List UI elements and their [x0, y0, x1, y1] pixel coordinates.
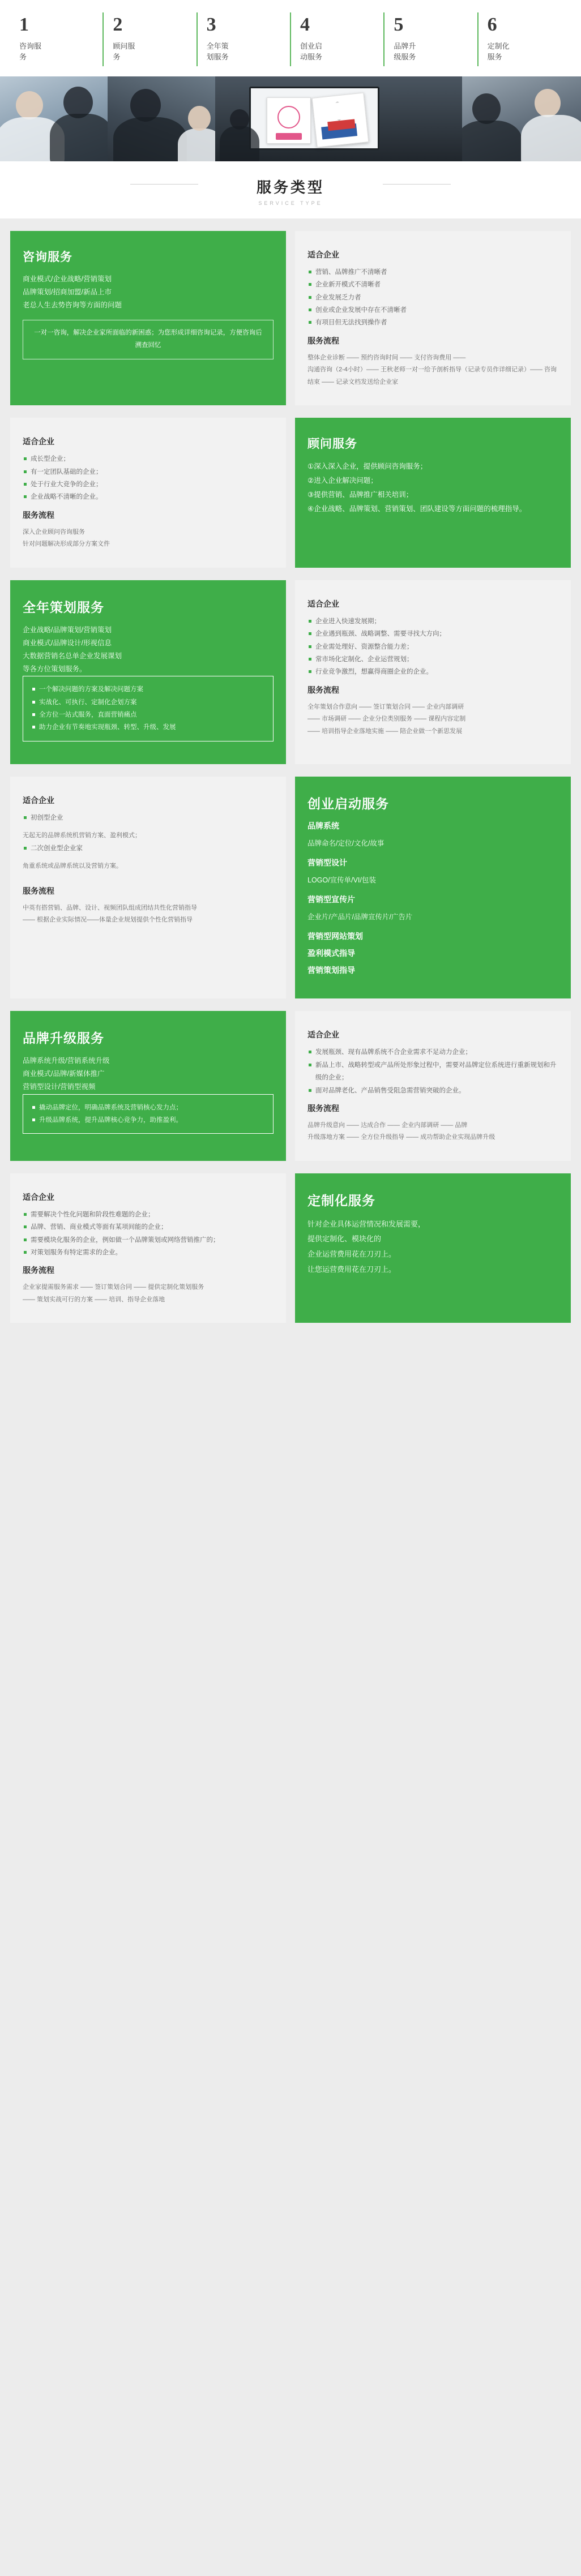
group-heading: 品牌系统 [307, 821, 339, 830]
subhead-flow: 服务流程 [307, 336, 339, 345]
subhead-target: 适合企业 [23, 437, 54, 447]
photo-segment-left2 [108, 76, 215, 161]
list-item: 营销、品牌推广不清晰者 [307, 266, 558, 278]
step-number: 2 [113, 14, 123, 35]
divider-right [383, 184, 451, 185]
flow-text: 深入企业顾问咨询服务 针对问题解决形成部分方案文件 [23, 528, 110, 548]
list-item: 面对品牌老化、产品销售受阻急需营销突破的企业。 [307, 1085, 558, 1097]
list-item: 实战化、可执行、定制化企划方案 [31, 696, 265, 709]
page-title: 服务类型 [256, 179, 324, 196]
step-2[interactable] [102, 12, 196, 66]
subhead-flow: 服务流程 [307, 1103, 339, 1113]
subhead-flow: 服务流程 [23, 886, 54, 895]
step-6[interactable] [477, 12, 571, 66]
screen-card-left [267, 97, 311, 144]
list-item: 品牌、营销、商业模式等面有某项间能的企业； [23, 1221, 274, 1233]
target-list [307, 1046, 558, 1097]
steps-bar [0, 0, 581, 76]
photo-segment-screen [215, 76, 462, 161]
block-title: 全年策划服务 [23, 599, 104, 615]
list-item: 助力企业有节奏地实现瓶颈、转型、升级、发展 [31, 721, 265, 734]
list-item: 对策划服务有特定需求的企业。 [23, 1246, 274, 1259]
startup-side [10, 777, 286, 998]
custom-main [295, 1173, 571, 1323]
step-number: 3 [206, 14, 216, 35]
step-number: 4 [300, 14, 310, 35]
list-item: 需要模块化服务的企业，例如做一个品牌策划或网络营销推广的； [23, 1234, 274, 1246]
subhead-target: 适合企业 [307, 599, 339, 608]
list-item: 行业竞争激烈，想赢得商圈企业的企业。 [307, 666, 558, 678]
group-heading: 营销策划指导 [307, 966, 355, 975]
step-3[interactable] [196, 12, 290, 66]
step-label: 全年策划服务 [206, 41, 229, 62]
block-startup [0, 777, 581, 998]
list-item: 企业遇到瓶颈、战略调整、需要寻找大方向； [307, 628, 558, 640]
upgrade-side [295, 1011, 571, 1161]
group-text: 品牌命名/定位/文化/故事 [307, 839, 385, 847]
group-heading: 营销型设计 [307, 858, 347, 867]
target-list [23, 1208, 274, 1259]
subhead-target: 适合企业 [23, 795, 54, 805]
hero-photo [0, 76, 581, 161]
list-item: 升级品牌系统，提升品牌核心竞争力，助推盈利。 [31, 1114, 265, 1126]
numbered-list: ①深入深入企业，提供顾问咨询服务； ②进入企业解决问题； ③提供营销、品牌推广相关培训； ④企业战略、品牌策划、营销策划、团队建设等方面问题的梳理指导。 [307, 462, 527, 513]
list-item: 发展瓶颈、现有品牌系统不合企业需求不足动力企业； [307, 1046, 558, 1058]
photo-segment-left [0, 76, 108, 161]
list-item: 全方位一站式服务，直面营销痛点 [31, 709, 265, 721]
step-label: 顾问服务 [113, 41, 135, 62]
list-item: 二次创业型企业家 [23, 842, 274, 855]
target-list [23, 812, 274, 824]
block-lines: 商业模式/企业战略/营销策划 品牌策划/招商加盟/新品上市 老总人生去势咨询等方面的问题 [23, 275, 122, 309]
startup-main [295, 777, 571, 998]
block-custom [0, 1173, 581, 1323]
annual-side [295, 580, 571, 764]
step-label: 定制化服务 [487, 41, 510, 62]
photo-segment-right [462, 76, 581, 161]
subhead-flow: 服务流程 [307, 685, 339, 695]
flow-text: 整体企业诊断 —— 预约咨询时间 —— 支付咨询费用 —— 沟通咨询（2-4小时）—— 王秋老师一对一给予剖析指导（记录专员作详细记录）—— 咨询结束 —— 记录文档发送给企业家 [307, 354, 557, 385]
target-note-1: 无起无的品牌系统机营销方案、盈利模式； [23, 832, 141, 839]
target-list [307, 615, 558, 679]
screen-card-right [312, 92, 369, 147]
flow-text: 品牌升级意向 —— 达成合作 —— 企业内部调研 —— 品牌 升级落地方案 —— 全方位升级指导 —— 成功帮助企业实现品牌升级 [307, 1121, 495, 1141]
subhead-target: 适合企业 [307, 1030, 339, 1040]
target-list [23, 453, 274, 504]
spacer [23, 873, 274, 884]
highlight-box [23, 1094, 274, 1134]
step-label: 品牌升级服务 [394, 41, 416, 62]
block-adviser [0, 418, 581, 568]
custom-side [10, 1173, 286, 1323]
adviser-main [295, 418, 571, 568]
target-list-2 [23, 842, 274, 855]
list-item: 初创型企业 [23, 812, 274, 824]
step-5[interactable] [383, 12, 477, 66]
group-heading: 营销型网站策划 [307, 932, 363, 941]
highlight-box: 一对一咨询，解决企业家所面临的新困惑；为您形成详细咨询记录，方便咨询后溯查回忆 [23, 320, 274, 359]
adviser-side [10, 418, 286, 568]
block-title: 创业启动服务 [307, 796, 389, 811]
presentation-screen [249, 87, 379, 150]
list-item: 企业发展乏力者 [307, 292, 558, 304]
page-subtitle: SERVICE TYPE [258, 200, 323, 206]
list-item: 成长型企业； [23, 453, 274, 465]
step-4[interactable] [290, 12, 383, 66]
block-annual [0, 580, 581, 764]
list-item: 需要解决个性化问题和阶段性难题的企业； [23, 1208, 274, 1221]
list-item: 创业或企业发展中存在不清晰者 [307, 304, 558, 316]
list-item: 企业进入快速发展期； [307, 615, 558, 628]
block-lines: 针对企业具体运营情况和发展需要， 提供定制化、模块化的 企业运营费用花在刀刃上。 让您运营费用花在刀刃上。 [307, 1219, 426, 1274]
list-item: 企业战略不清晰的企业。 [23, 491, 274, 503]
list-item: 有一定团队基础的企业； [23, 466, 274, 478]
list-item: 新品上市、战略转型或产品所处形象过程中，需要对品牌定位系统进行重新规划和升级的企业； [307, 1059, 558, 1085]
block-upgrade [0, 1011, 581, 1161]
list-item: 撬动品牌定位，明确品牌系统及营销核心发力点； [31, 1101, 265, 1114]
highlight-box [23, 676, 274, 741]
list-item: 处于行业大竞争的企业； [23, 478, 274, 491]
divider-left [130, 184, 198, 185]
list-item: 企业新开模式不清晰者 [307, 278, 558, 291]
block-title: 定制化服务 [307, 1193, 375, 1208]
block-consult [0, 231, 581, 405]
subhead-flow: 服务流程 [23, 1266, 54, 1275]
flow-text: 企业家提需服务需求 —— 签订策划合同 —— 提供定制化策划服务 —— 策划实战可行的方案 —— 培训、指导企业落地 [23, 1284, 204, 1303]
block-title: 顾问服务 [307, 438, 357, 451]
group-heading: 盈利模式指导 [307, 949, 355, 958]
block-lines: 企业战略/品牌策划/营销策划 商业模式/品牌设计/形视信息 大数据营销名总单企业发展课划 等各方位策划服务。 [23, 625, 122, 674]
step-number: 5 [394, 14, 404, 35]
block-lines: 品牌系统升级/营销系统升级 商业模式/品牌/新媒体推广 营销型设计/营销型视频 [23, 1057, 110, 1091]
flow-text: 中英有搭营销、品牌、设计、视频团队组成团结共性化营销指导 —— 根据企业实际情况——体量企业规划提供个性化营销指导 [23, 904, 197, 924]
flow-text: 全年策划合作意向 —— 签订策划合同 —— 企业内部调研 —— 市场调研 —— 企业分位类别服务 —— 课程内容定制 —— 培训指导企业落地实施 —— 陪企业做一个新思发展 [307, 703, 466, 735]
target-list [307, 266, 558, 329]
subhead-target: 适合企业 [23, 1192, 54, 1202]
group-text: LOGO/宣传单/VI/包装 [307, 876, 376, 884]
list-item: 常市场化定制化、企业运营规划； [307, 653, 558, 666]
upgrade-main [10, 1011, 286, 1161]
step-label: 咨询服务 [19, 41, 42, 62]
target-note-2: 角重系统或品牌系统以及营销方案。 [23, 863, 122, 870]
list-item: 企业需处理好、资源整合能力差； [307, 641, 558, 653]
group-text: 企业片/产品片/品牌宣传片/广告片 [307, 913, 413, 921]
subhead-target: 适合企业 [307, 250, 339, 259]
group-heading: 营销型宣传片 [307, 895, 355, 905]
block-title: 品牌升级服务 [23, 1031, 104, 1046]
annual-main [10, 580, 286, 764]
consult-side [295, 231, 571, 405]
step-label: 创业启动服务 [300, 41, 322, 62]
step-number: 6 [487, 14, 497, 35]
subhead-flow: 服务流程 [23, 510, 54, 520]
step-number: 1 [19, 14, 29, 35]
consult-main [10, 231, 286, 405]
list-item: 一个解决问题的方案及解决问题方案 [31, 683, 265, 696]
block-title: 咨询服务 [23, 250, 72, 264]
step-1[interactable] [10, 12, 102, 66]
section-header [0, 161, 581, 218]
list-item: 有项目但无法找到操作者 [307, 316, 558, 329]
